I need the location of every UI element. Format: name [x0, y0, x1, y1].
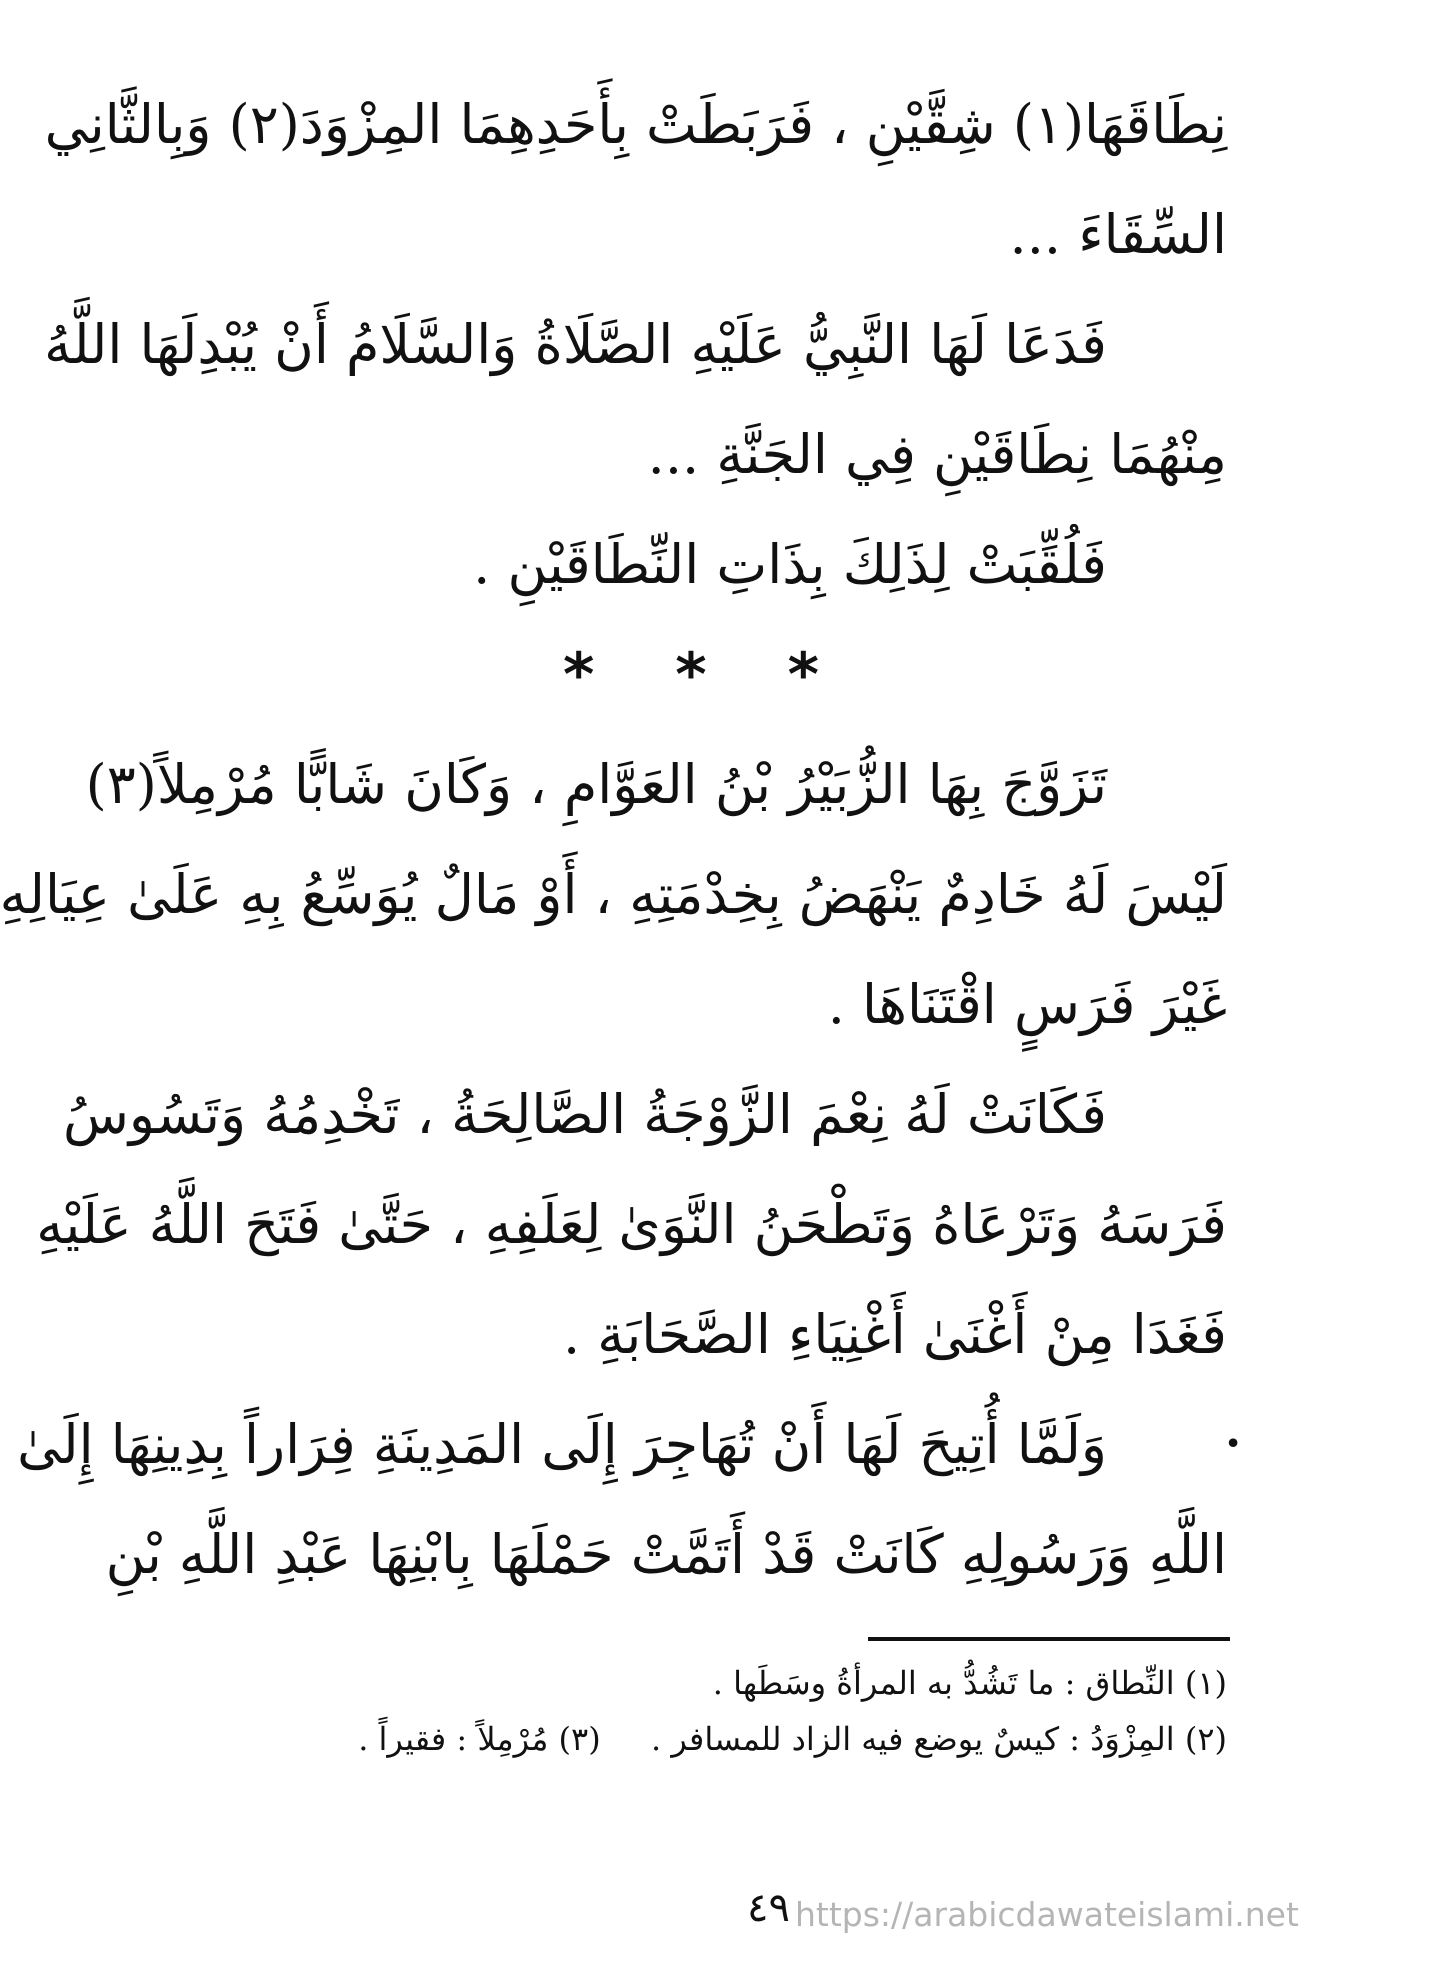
- text-line-content: وَلَمَّا أُتِيحَ لَهَا أَنْ تُهَاجِرَ إِلَى المَدِينَةِ فِرَاراً بِدِينِهَا إِلَىٰ: [17, 1413, 1107, 1476]
- text-line: [17, 1390, 1242, 1500]
- main-text: [0, 70, 1242, 1610]
- text-line: فَلُقِّبَتْ لِذَلِكَ بِذَاتِ النِّطَاقَيْنِ .: [473, 533, 1107, 596]
- watermark-url: https://arabicdawateislami.net: [795, 1895, 1299, 1934]
- text-line: نِطَاقَهَا(١) شِقَّيْنِ ، فَرَبَطَتْ بِأَحَدِهِمَا المِزْوَدَ(٢) وَبِالثَّانِي: [44, 93, 1227, 156]
- text-line: لَيْسَ لَهُ خَادِمٌ يَنْهَضُ بِخِدْمَتِهِ ، أَوْ مَالٌ يُوَسِّعُ بِهِ عَلَىٰ عِيَالِهِ: [0, 863, 1227, 926]
- footnote-row: [295, 1711, 1227, 1767]
- section-separator: * * *: [563, 640, 849, 710]
- bullet-mark: •: [1224, 1427, 1242, 1462]
- footnote-1: (١) النِّطاق : ما تَشُدُّ به المرأةُ وسَطَها .: [712, 1664, 1227, 1702]
- page-number: ٤٩: [747, 1885, 790, 1931]
- text-line: اللَّهِ وَرَسُولِهِ كَانَتْ قَدْ أَتَمَّتْ حَمْلَهَا بِابْنِهَا عَبْدِ اللَّهِ بْنِ: [105, 1523, 1227, 1586]
- footnote-3: (٣) مُرْمِلاً : فقيراً .: [358, 1720, 601, 1758]
- text-line: تَزَوَّجَ بِهَا الزُّبَيْرُ بْنُ العَوَّامِ ، وَكَانَ شَابًّا مُرْمِلاً(٣): [85, 753, 1107, 816]
- text-line: غَيْرَ فَرَسٍ اقْتَنَاهَا .: [827, 973, 1227, 1036]
- footnote-2: (٢) المِزْوَدُ : كيسٌ يوضع فيه الزاد للمسافر .: [651, 1720, 1227, 1758]
- text-line: السِّقَاءَ ...: [1009, 203, 1227, 266]
- text-line: مِنْهُمَا نِطَاقَيْنِ فِي الجَنَّةِ ...: [647, 423, 1227, 486]
- footnotes: [295, 1655, 1227, 1767]
- text-line: فَكَانَتْ لَهُ نِعْمَ الزَّوْجَةُ الصَّالِحَةُ ، تَخْدِمُهُ وَتَسُوسُ: [62, 1083, 1107, 1146]
- footnote-divider: [868, 1637, 1230, 1641]
- text-line: فَغَدَا مِنْ أَغْنَىٰ أَغْنِيَاءِ الصَّحَابَةِ .: [562, 1303, 1227, 1366]
- text-line: فَدَعَا لَهَا النَّبِيُّ عَلَيْهِ الصَّلَاةُ وَالسَّلَامُ أَنْ يُبْدِلَهَا اللَّهُ: [44, 313, 1107, 376]
- text-line: فَرَسَهُ وَتَرْعَاهُ وَتَطْحَنُ النَّوَىٰ لِعَلَفِهِ ، حَتَّىٰ فَتَحَ اللَّهُ عَلَيْهِ: [36, 1193, 1227, 1256]
